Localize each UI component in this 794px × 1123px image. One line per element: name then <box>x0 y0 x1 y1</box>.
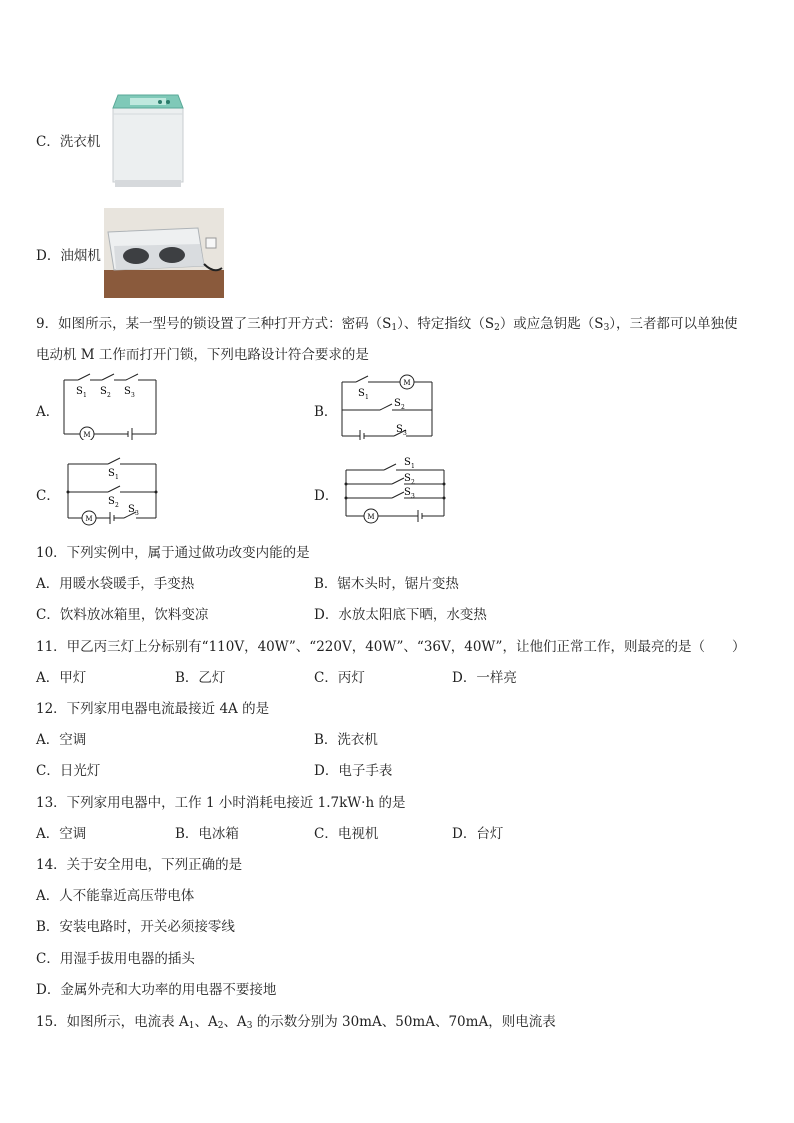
svg-text:S: S <box>100 386 107 397</box>
q11-option-a: A．甲灯 <box>36 670 87 686</box>
svg-text:2: 2 <box>411 479 415 486</box>
svg-text:S: S <box>358 388 365 399</box>
q12-stem: 12．下列家用电器电流最接近 4A 的是 <box>36 701 270 717</box>
svg-text:S: S <box>128 504 135 515</box>
q10-stem: 10．下列实例中，属于通过做功改变内能的是 <box>36 545 310 561</box>
svg-text:S: S <box>404 457 411 468</box>
q12-option-b: B．洗衣机 <box>314 732 378 748</box>
svg-text:2: 2 <box>401 404 405 411</box>
svg-text:1: 1 <box>115 474 119 481</box>
range-hood-image <box>104 208 224 298</box>
q9-stem-line2: 电动机 M 工作而打开门锁，下列电路设计符合要求的是 <box>36 347 369 363</box>
q8-option-c-label: C．洗衣机 <box>36 134 101 150</box>
svg-text:S: S <box>396 424 403 435</box>
q10-option-c: C．饮料放冰箱里，饮料变凉 <box>36 607 209 623</box>
q10-option-d: D．水放太阳底下晒，水变热 <box>314 607 487 623</box>
q10-option-b: B．锯木头时，锯片变热 <box>314 576 459 592</box>
q13-option-c: C．电视机 <box>314 826 379 842</box>
q11-option-b: B．乙灯 <box>175 670 226 686</box>
svg-text:M: M <box>85 515 93 523</box>
motor-label: M <box>83 431 91 439</box>
q13-option-d: D．台灯 <box>452 826 504 842</box>
svg-text:3: 3 <box>131 392 135 399</box>
svg-text:S: S <box>124 386 131 397</box>
svg-text:2: 2 <box>107 392 111 399</box>
q9-stem-line1: 9．如图所示，某一型号的锁设置了三种打开方式：密码$(S_1)$、特定指纹$(S_2)$或应急钥匙$(S_3)$，三者都可以单独使 <box>36 316 738 333</box>
q12-option-c: C．日光灯 <box>36 763 101 779</box>
q14-stem: 14．关于安全用电，下列正确的是 <box>36 857 243 873</box>
q9-circuit-c <box>64 456 160 530</box>
q10-option-a: A．用暖水袋暖手，手变热 <box>36 576 195 592</box>
svg-text:2: 2 <box>115 502 119 509</box>
svg-text:M: M <box>367 513 375 521</box>
q9-circuit-b <box>336 372 436 444</box>
q12-option-d: D．电子手表 <box>314 763 393 779</box>
svg-text:1: 1 <box>411 463 415 470</box>
svg-text:S: S <box>404 487 411 498</box>
q14-option-b: B．安装电路时，开关必须接零线 <box>36 919 235 935</box>
q13-option-a: A．空调 <box>36 826 87 842</box>
svg-text:S: S <box>108 468 115 479</box>
svg-text:M: M <box>403 379 411 387</box>
q9-option-b-label: B． <box>314 404 338 420</box>
q14-option-c: C．用湿手拔用电器的插头 <box>36 951 195 967</box>
q8-option-d-label: D．油烟机 <box>36 248 101 264</box>
q12-option-a: A．空调 <box>36 732 87 748</box>
q11-stem: 11．甲乙丙三灯上分标别有“110V，40W”、“220V，40W”、“36V，40W”，让他们正常工作，则最亮的是（ ） <box>36 639 746 655</box>
q15-stem: 15．如图所示，电流表 $A_1$、$A_2$、$A_3$ 的示数分别为 30mA、50mA、70mA，则电流表 <box>36 1014 556 1031</box>
svg-text:1: 1 <box>83 392 87 399</box>
q9-option-d-label: D． <box>314 488 339 504</box>
svg-text:S: S <box>108 496 115 507</box>
svg-text:3: 3 <box>403 430 407 437</box>
q11-option-c: C．丙灯 <box>314 670 365 686</box>
svg-text:1: 1 <box>365 394 369 401</box>
washing-machine-image <box>110 92 186 190</box>
svg-text:S: S <box>76 386 83 397</box>
svg-text:3: 3 <box>135 510 139 517</box>
svg-text:S: S <box>404 473 411 484</box>
q13-option-b: B．电冰箱 <box>175 826 239 842</box>
q14-option-d: D．金属外壳和大功率的用电器不要接地 <box>36 982 277 998</box>
q11-option-d: D．一样亮 <box>452 670 517 686</box>
q13-stem: 13．下列家用电器中，工作 1 小时消耗电接近 1.7kW·h 的是 <box>36 795 406 811</box>
q9-option-a-label: A． <box>36 404 60 420</box>
q9-option-c-label: C． <box>36 488 60 504</box>
q9-circuit-a <box>60 372 162 444</box>
svg-text:S: S <box>394 398 401 409</box>
q14-option-a: A．人不能靠近高压带电体 <box>36 888 195 904</box>
svg-text:3: 3 <box>411 493 415 500</box>
q9-circuit-d <box>340 452 450 532</box>
